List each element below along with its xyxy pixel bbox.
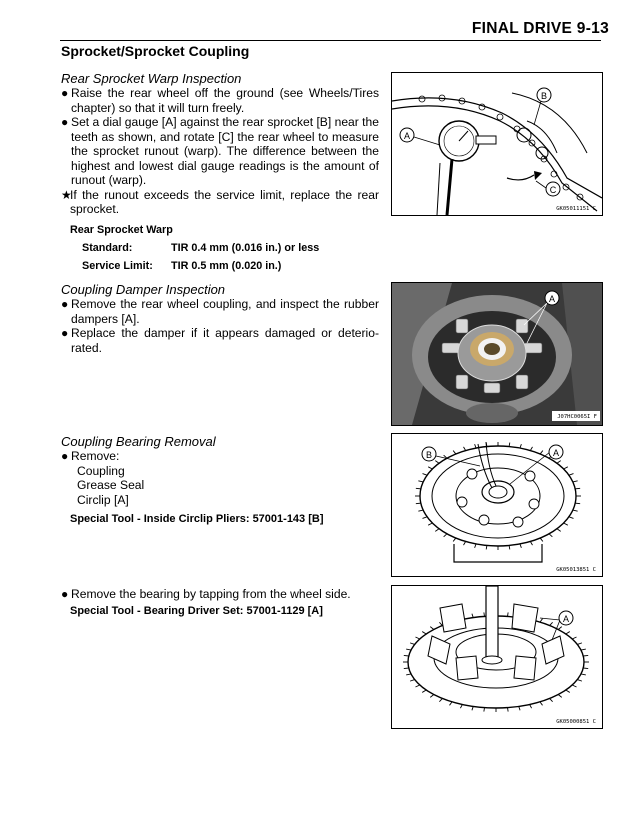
damper-photo-illustration (392, 283, 602, 425)
damper-bullet-1: ● Remove the rear wheel coupling, and inspect the rubber dampers [A]. (61, 297, 379, 326)
figure-label-a: A (403, 131, 411, 141)
bullet-marker: ● (61, 297, 69, 311)
figure-code: GK05011151 C (556, 206, 596, 212)
bearing-driver-illustration (392, 586, 602, 728)
figure-label-b: B (540, 91, 548, 101)
bearing-removal-text (61, 449, 379, 507)
bearing-removal-title: Coupling Bearing Removal (61, 434, 216, 449)
spec-row-service-limit: Service Limit: TIR 0.5 mm (0.020 in.) (82, 260, 282, 272)
special-tool-bearing-driver: Special Tool - Bearing Driver Set: 57001-1129 [A] (70, 605, 323, 617)
figure-damper-photo (391, 282, 603, 426)
figure-bearing-driver (391, 585, 603, 729)
damper-bullet-2: ● Replace the damper if it appears damaged or deterio-rated. (61, 326, 379, 355)
spec-row-standard: Standard: TIR 0.4 mm (0.016 in.) or less (82, 242, 320, 254)
bullet-marker: ● (61, 326, 69, 340)
star-marker: ★ (61, 187, 72, 202)
special-tool-circlip-pliers: Special Tool - Inside Circlip Pliers: 57001-143 [B] (70, 513, 324, 525)
warp-spec-table (70, 221, 380, 275)
figure-label-c: C (549, 185, 557, 195)
figure-label-a: A (562, 614, 570, 624)
dial-gauge-illustration (392, 73, 602, 215)
warp-inspection-text (61, 86, 379, 217)
page-header: FINAL DRIVE 9-13 (471, 20, 609, 37)
figure-dial-gauge (391, 72, 603, 216)
warp-note: ★ If the runout exceeds the service limit, replace the rear sprocket. (61, 187, 379, 216)
remove-item-circlip: Circlip [A] (77, 492, 129, 507)
figure-label-a: A (552, 448, 560, 458)
coupling-sprocket-illustration (392, 434, 602, 576)
figure-code: GK05000851 C (556, 719, 596, 725)
bearing-tap-text (61, 587, 379, 602)
bullet-marker: ● (61, 86, 69, 100)
bearing-removal-bullet: ● Remove: (61, 449, 120, 463)
bullet-marker: ● (61, 587, 69, 601)
spec-title: Rear Sprocket Warp (70, 224, 173, 236)
bearing-tap-bullet: ● Remove the bearing by tapping from the wheel side. (61, 587, 351, 601)
figure-coupling-sprocket (391, 433, 603, 577)
figure-code: GK05013851 C (556, 567, 596, 573)
bullet-marker: ● (61, 449, 69, 463)
figure-label-b: B (425, 450, 433, 460)
warp-bullet-1: ● Raise the rear wheel off the ground (see Wheels/Tires chapter) so that it will turn freely. (61, 86, 379, 115)
damper-inspection-title: Coupling Damper Inspection (61, 282, 226, 297)
warp-inspection-title: Rear Sprocket Warp Inspection (61, 71, 242, 86)
warp-bullet-2: ● Set a dial gauge [A] against the rear sprocket [B] near the teeth as shown, and rotate [C] the rear wheel to measure the sprocket runout (warp). The difference between the highest and lowest dial gauge readings is the amount of runout (warp). (61, 115, 379, 187)
remove-item-grease-seal: Grease Seal (77, 478, 145, 492)
bullet-marker: ● (61, 115, 69, 129)
damper-inspection-text (61, 297, 379, 355)
figure-code: J07HC0065I F (557, 414, 597, 420)
header-rule (60, 40, 601, 41)
remove-item-coupling: Coupling (77, 463, 125, 478)
section-title: Sprocket/Sprocket Coupling (61, 43, 250, 59)
figure-label-a: A (548, 294, 556, 304)
